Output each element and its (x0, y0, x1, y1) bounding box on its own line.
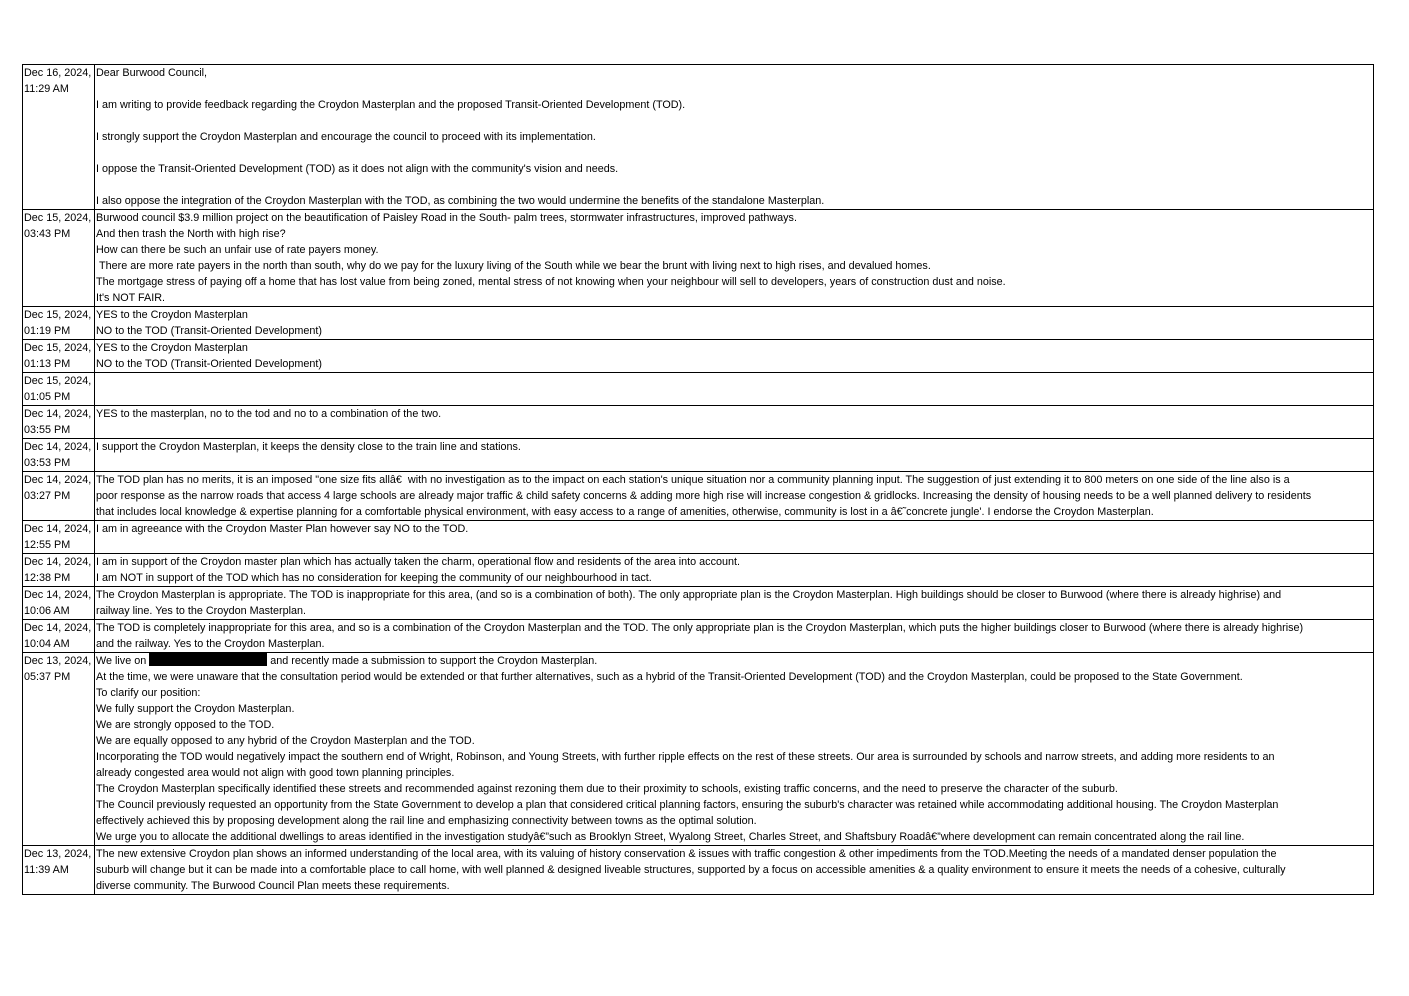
submission-date: Dec 15, 2024, (24, 212, 92, 224)
table-row (23, 554, 1374, 587)
submission-time: 11:29 AM (24, 83, 69, 95)
submission-text-cell (95, 373, 1374, 406)
submission-line: The Croydon Masterplan specifically identified these streets and recommended against rezoning them due to their proximity to schools, existing traffic concerns, and the need to preserve the character of the suburb. (96, 783, 1118, 795)
submission-line: The Council previously requested an opportunity from the State Government to develop a plan that considered critical planning factors, ensuring the suburb's character was retained while accommodating additional housing. The Croydon Masterplan (96, 799, 1279, 811)
table-row (23, 587, 1374, 620)
submission-line: We are strongly opposed to the TOD. (96, 719, 275, 731)
submission-time: 12:38 PM (24, 572, 71, 584)
submission-datetime-cell (23, 653, 95, 846)
submission-line: I am in support of the Croydon master plan which has actually taken the charm, operational flow and residents of the area into account. (96, 556, 740, 568)
submission-line-segment: We live on (96, 655, 150, 667)
submission-line: The TOD plan has no merits, it is an imposed "one size fits allâ€ with no investigation as to the impact on each station's unique situation nor a community planning input. The suggestion of just extending it to 800 meters on one side of the line also is a (96, 474, 1290, 486)
submission-line: I also oppose the integration of the Croydon Masterplan with the TOD, as combining the two would undermine the benefits of the standalone Masterplan. (96, 195, 825, 207)
submission-datetime-cell (23, 620, 95, 653)
submission-text-cell (95, 307, 1374, 340)
submission-text-cell (95, 846, 1374, 895)
table-row (23, 653, 1374, 846)
submission-date: Dec 13, 2024, (24, 655, 92, 667)
submission-date: Dec 14, 2024, (24, 622, 92, 634)
redaction-block (149, 653, 267, 666)
table-row (23, 307, 1374, 340)
submission-time: 05:37 PM (24, 671, 71, 683)
submission-date: Dec 15, 2024, (24, 342, 92, 354)
submission-datetime-cell (23, 439, 95, 472)
table-row (23, 406, 1374, 439)
submission-text-cell (95, 620, 1374, 653)
submission-text-cell (95, 521, 1374, 554)
submission-text-cell (95, 472, 1374, 521)
table-row (23, 620, 1374, 653)
submission-time: 10:04 AM (24, 638, 70, 650)
submission-date: Dec 14, 2024, (24, 408, 92, 420)
submission-text-cell (95, 210, 1374, 307)
submission-datetime-cell (23, 846, 95, 895)
table-row (23, 373, 1374, 406)
submission-line: It's NOT FAIR. (96, 292, 166, 304)
submission-line: I strongly support the Croydon Masterplan and encourage the council to proceed with its implementation. (96, 131, 596, 143)
submission-line: The Croydon Masterplan is appropriate. The TOD is inappropriate for this area, (and so is a combination of both). The only appropriate plan is the Croydon Masterplan. High buildings should be closer to Burwood (where there is already highrise) and (96, 589, 1282, 601)
submission-text-cell (95, 653, 1374, 846)
submission-line: already congested area would not align with good town planning principles. (96, 767, 455, 779)
submission-datetime-cell (23, 210, 95, 307)
submission-line: that includes local knowledge & expertise planning for a comfortable physical environment, with easy access to a range of amenities, otherwise, community is lost in a â€˜concrete jungle'. I endorse the Croydon Masterplan. (96, 506, 1154, 518)
submission-line: And then trash the North with high rise? (96, 228, 286, 240)
submission-line: poor response as the narrow roads that access 4 large schools are already major traffic & child safety concerns & adding more high rise will increase congestion & gridlocks. Increasing the density of housing needs to be a well planned delivery to residents (96, 490, 1312, 502)
submissions-table-body (23, 65, 1374, 895)
submission-date: Dec 13, 2024, (24, 848, 92, 860)
submission-line: The new extensive Croydon plan shows an informed understanding of the local area, with its valuing of history conservation & issues with traffic congestion & other impediments from the TOD.Meeting the needs of a mandated denser population the (96, 848, 1277, 860)
submission-datetime-cell (23, 65, 95, 210)
submission-line: NO to the TOD (Transit-Oriented Development) (96, 325, 323, 337)
submission-line: The mortgage stress of paying off a home that has lost value from being zoned, mental stress of not knowing when your neighbour will sell to developers, years of construction dust and noise. (96, 276, 1006, 288)
submission-time: 12:55 PM (24, 539, 71, 551)
submission-line (96, 373, 1373, 389)
submission-line: The TOD is completely inappropriate for this area, and so is a combination of the Croydon Masterplan and the TOD. The only appropriate plan is the Croydon Masterplan, which puts the higher buildings closer to Burwood (where there is already highrise) (96, 622, 1304, 634)
submission-datetime-cell (23, 472, 95, 521)
submission-line (96, 113, 1373, 129)
submission-time: 03:55 PM (24, 424, 71, 436)
submissions-table (22, 64, 1374, 895)
submission-line: There are more rate payers in the north than south, why do we pay for the luxury living of the South while we bear the brunt with living next to high rises, and devalued homes. (96, 260, 931, 272)
submission-line: At the time, we were unaware that the consultation period would be extended or that further alternatives, such as a hybrid of the Transit-Oriented Development (TOD) and the Croydon Masterplan, could be proposed to the State Government. (96, 671, 1243, 683)
submission-line (96, 653, 1373, 669)
submission-date: Dec 16, 2024, (24, 67, 92, 79)
submission-line-segment: and recently made a submission to support the Croydon Masterplan. (267, 655, 598, 667)
submission-text-cell (95, 406, 1374, 439)
table-row (23, 472, 1374, 521)
table-row (23, 65, 1374, 210)
submission-time: 03:53 PM (24, 457, 71, 469)
submission-datetime-cell (23, 340, 95, 373)
submission-line: We fully support the Croydon Masterplan. (96, 703, 295, 715)
table-row (23, 439, 1374, 472)
submission-text-cell (95, 340, 1374, 373)
submission-line: YES to the masterplan, no to the tod and no to a combination of the two. (96, 408, 442, 420)
submission-line: I am writing to provide feedback regarding the Croydon Masterplan and the proposed Transit-Oriented Development (TOD). (96, 99, 686, 111)
submission-line: I am in agreeance with the Croydon Master Plan however say NO to the TOD. (96, 523, 469, 535)
submission-time: 03:27 PM (24, 490, 71, 502)
submission-text-cell (95, 587, 1374, 620)
submission-date: Dec 14, 2024, (24, 474, 92, 486)
submission-date: Dec 14, 2024, (24, 441, 92, 453)
submission-line: Dear Burwood Council, (96, 67, 208, 79)
submission-line: We are equally opposed to any hybrid of the Croydon Masterplan and the TOD. (96, 735, 475, 747)
submission-line: effectively achieved this by proposing development along the rail line and emphasizing connectivity between towns as the optimal solution. (96, 815, 757, 827)
submission-time: 01:19 PM (24, 325, 71, 337)
submission-line: I support the Croydon Masterplan, it keeps the density close to the train line and stations. (96, 441, 521, 453)
table-row (23, 846, 1374, 895)
submission-line: Burwood council $3.9 million project on the beautification of Paisley Road in the South- palm trees, stormwater infrastructures, improved pathways. (96, 212, 797, 224)
submission-line: and the railway. Yes to the Croydon Masterplan. (96, 638, 325, 650)
submission-line: We urge you to allocate the additional dwellings to areas identified in the investigation studyâ€”such as Brooklyn Street, Wyalong Street, Charles Street, and Shaftsbury Roadâ€”where development can remain concentrated along the rail line. (96, 831, 1245, 843)
submission-time: 10:06 AM (24, 605, 70, 617)
submission-line: To clarify our position: (96, 687, 201, 699)
submission-line: I am NOT in support of the TOD which has no consideration for keeping the community of our neighbourhood in tact. (96, 572, 652, 584)
table-row (23, 340, 1374, 373)
submission-datetime-cell (23, 521, 95, 554)
submission-line: NO to the TOD (Transit-Oriented Development) (96, 358, 323, 370)
submission-datetime-cell (23, 307, 95, 340)
table-row (23, 521, 1374, 554)
submission-line: I oppose the Transit-Oriented Development (TOD) as it does not align with the community's vision and needs. (96, 163, 619, 175)
submission-time: 11:39 AM (24, 864, 69, 876)
submission-time: 01:13 PM (24, 358, 71, 370)
submission-datetime-cell (23, 554, 95, 587)
submission-text-cell (95, 65, 1374, 210)
submission-date: Dec 15, 2024, (24, 309, 92, 321)
submission-line (96, 177, 1373, 193)
submission-time: 03:43 PM (24, 228, 71, 240)
submission-datetime-cell (23, 406, 95, 439)
submission-line: YES to the Croydon Masterplan (96, 342, 248, 354)
submission-line: suburb will change but it can be made into a comfortable place to call home, with well planned & designed liveable structures, supported by a focus on accessible amenities & a quality environment to ensure it meets the needs of a cohesive, culturally (96, 864, 1286, 876)
submission-date: Dec 14, 2024, (24, 523, 92, 535)
submission-date: Dec 14, 2024, (24, 556, 92, 568)
submission-line: Incorporating the TOD would negatively impact the southern end of Wright, Robinson, and Young Streets, with further ripple effects on the rest of these streets. Our area is surrounded by schools and narrow streets, and adding more residents to an (96, 751, 1275, 763)
submission-line: diverse community. The Burwood Council Plan meets these requirements. (96, 880, 450, 892)
submission-datetime-cell (23, 587, 95, 620)
submission-time: 01:05 PM (24, 391, 71, 403)
submission-text-cell (95, 439, 1374, 472)
submission-date: Dec 15, 2024, (24, 375, 92, 387)
submission-line: How can there be such an unfair use of rate payers money. (96, 244, 379, 256)
submission-date: Dec 14, 2024, (24, 589, 92, 601)
submission-line: railway line. Yes to the Croydon Masterplan. (96, 605, 307, 617)
submission-datetime-cell (23, 373, 95, 406)
submission-line: YES to the Croydon Masterplan (96, 309, 248, 321)
table-row (23, 210, 1374, 307)
submission-line (96, 81, 1373, 97)
submission-line (96, 145, 1373, 161)
submission-text-cell (95, 554, 1374, 587)
